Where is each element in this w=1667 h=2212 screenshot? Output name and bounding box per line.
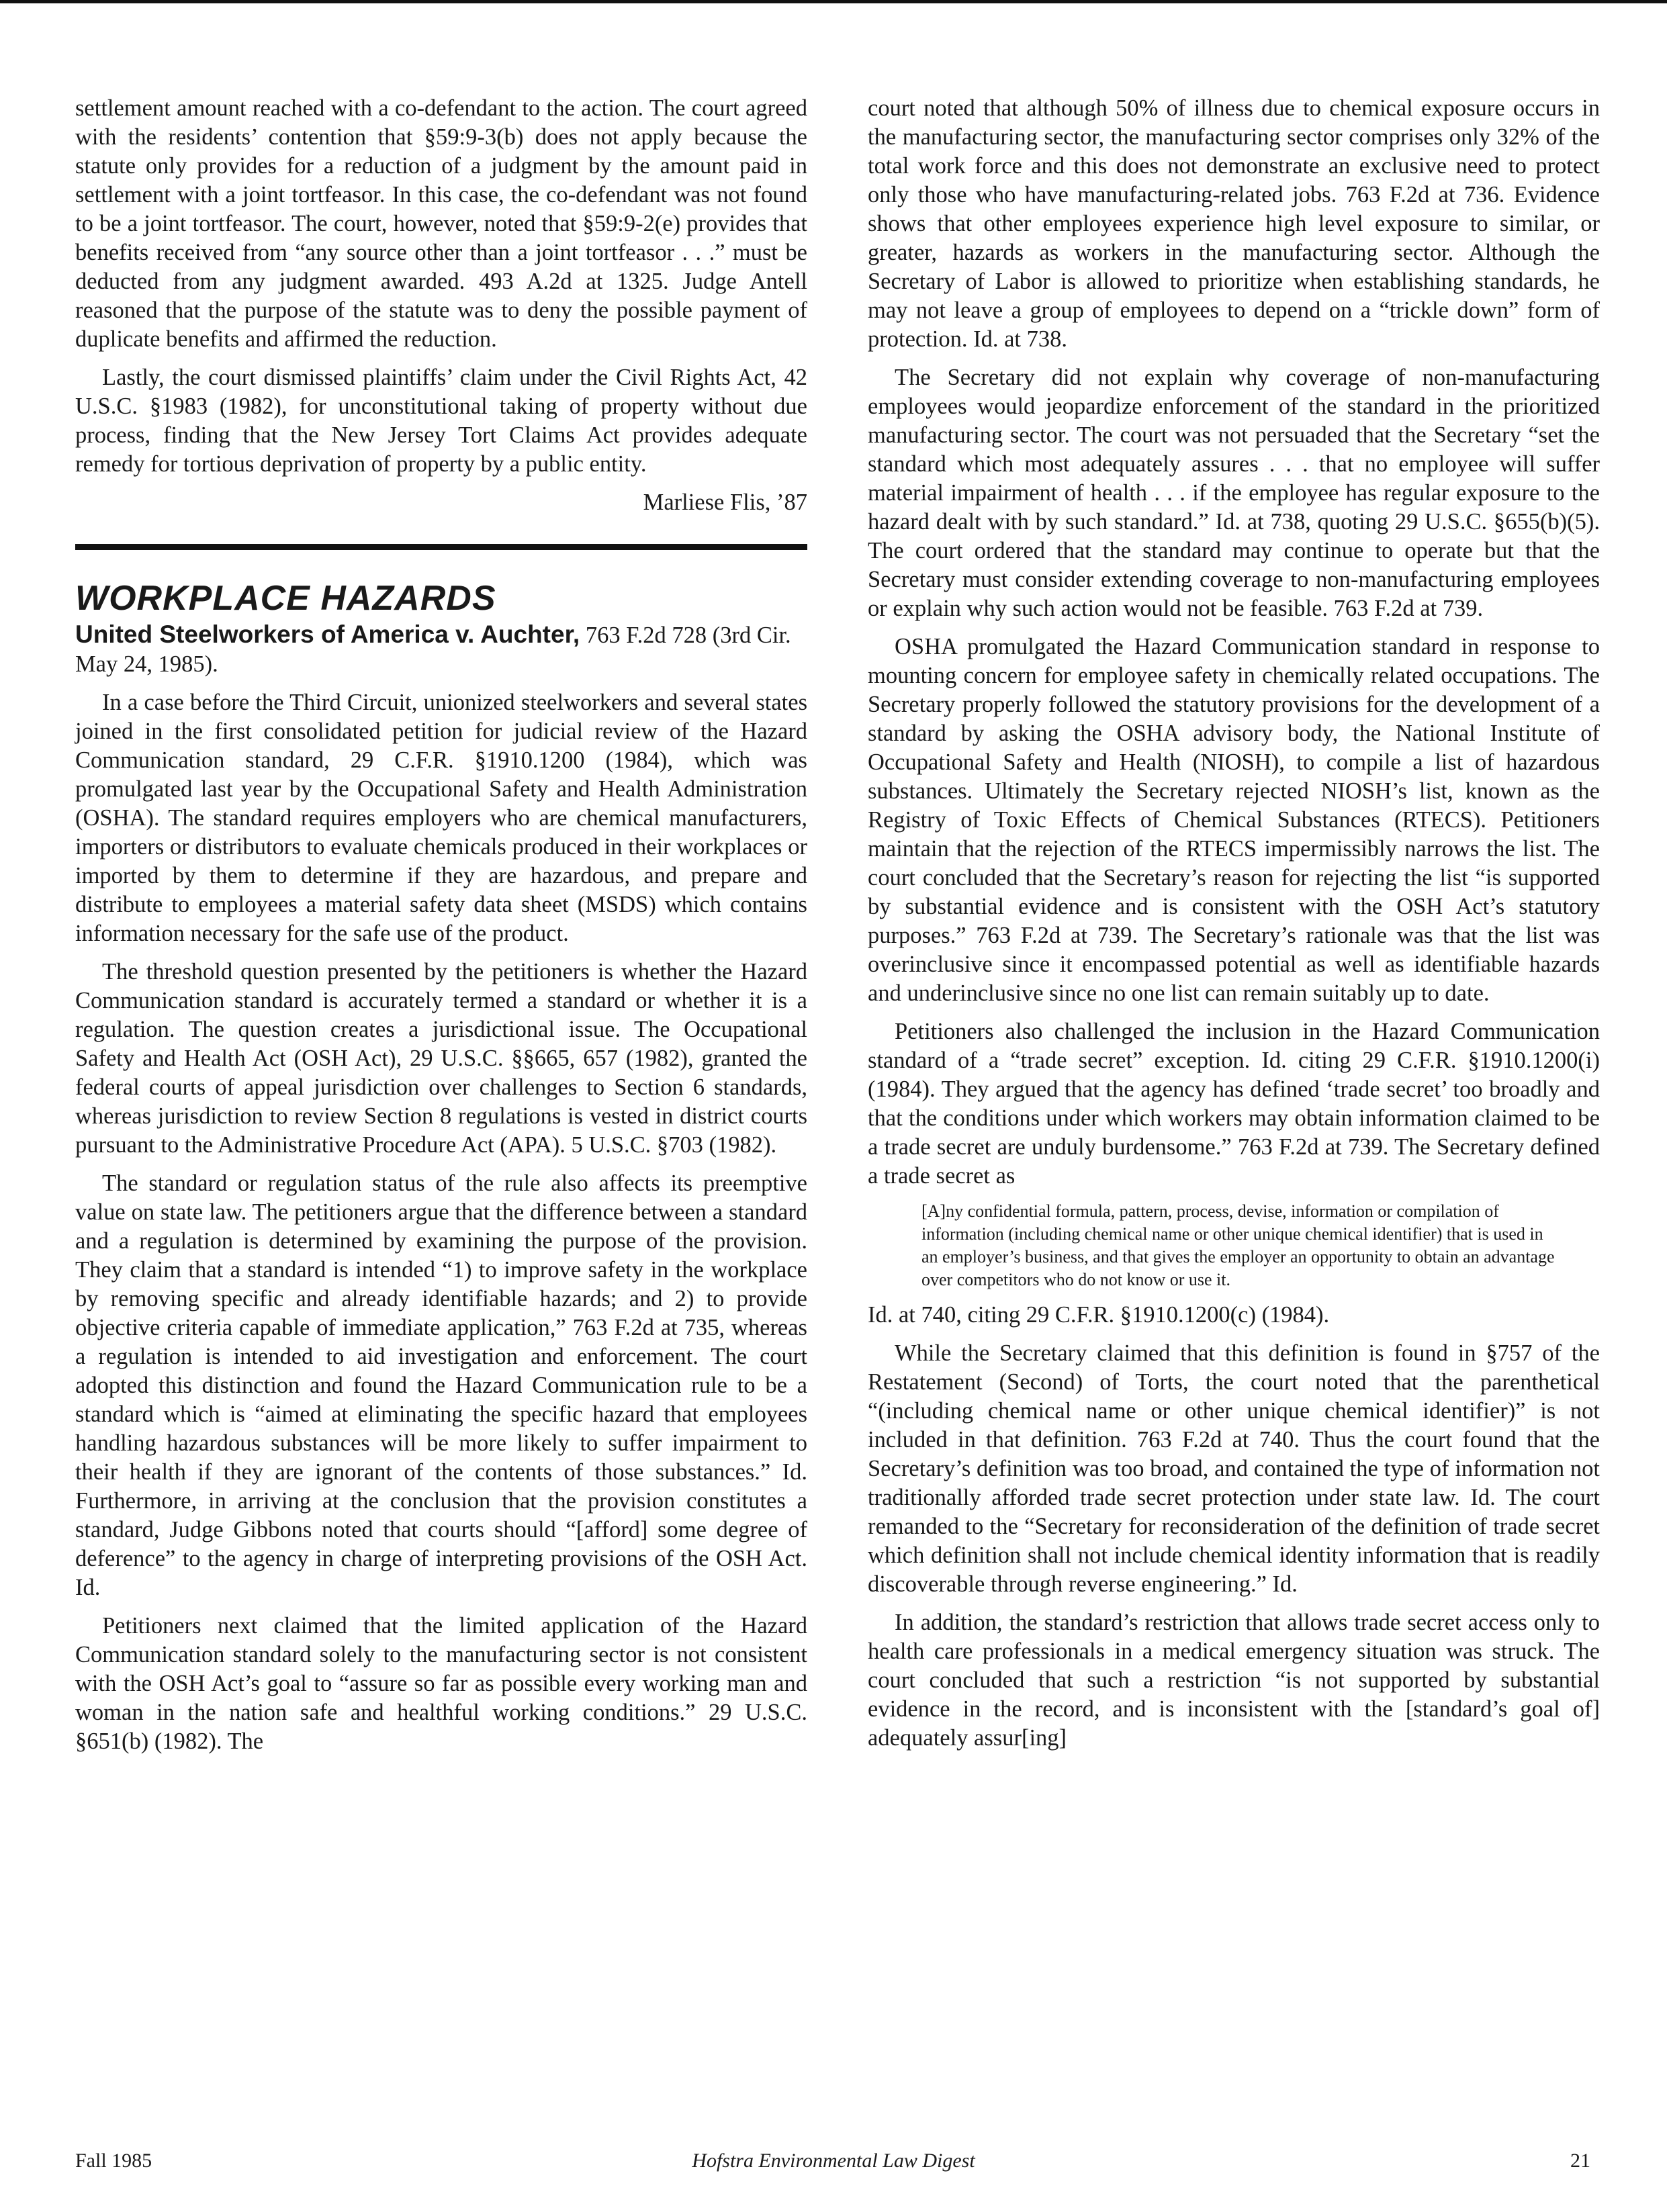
case-citation: 763 F.2d 728 (3rd Cir. May 24, 1985). [75,623,791,677]
right-column [868,94,1600,1762]
footer-issue: Fall 1985 [75,2150,152,2172]
paragraph: The threshold question presented by the petitioners is whether the Hazard Communication standard is accurately termed a standard or whether it is a regulation. The question creates a jurisdictional issue. The Occupational Safety and Health Act (OSH Act), 29 U.S.C. §§665, 657 (1982), granted the federal courts of appeal jurisdiction over challenges to Section 6 standards, whereas jurisdiction to review Section 8 regulations is vested in district courts pursuant to the Administrative Procedure Act (APA). 5 U.S.C. §703 (1982). [75,959,807,1158]
paragraph: The Secretary did not explain why coverage of non-manufacturing employees would jeopardize enforcement of the standard in the prioritized manufacturing sector. The court was not persuaded that the Secretary “set the standard which most adequately assures . . . that no employee will suffer material impairment of health . . . if the employee has regular exposure to the hazard dealt with by such standard.” Id. at 738, quoting 29 U.S.C. §655(b)(5). The court ordered that the standard may continue to operate but that the Secretary must consider extending coverage to non-manufacturing employees or explain why such action would not be feasible. 763 F.2d at 739. [868,365,1600,621]
paragraph: The standard or regulation status of the rule also affects its preemptive value on state law. The petitioners argue that the difference between a standard and a regulation is determined by examining the purpose of the provision. They claim that a standard is intended “1) to improve safety in the workplace by removing specific and already identifiable hazards; and 2) to provide objective criteria capable of immediate application,” 763 F.2d at 735, whereas a regulation is intended to aid investigation and enforcement. The court adopted this distinction and found the Hazard Communication rule to be a standard which is “aimed at eliminating the specific hazard that employees handling hazardous substances will be more likely to suffer impairment to their health if they are ignorant of the contents of those substances.” Id. Furthermore, in arriving at the conclusion that the provision constitutes a standard, Judge Gibbons noted that courts should “[afford] some degree of deference” to the agency in charge of interpreting provisions of the OSH Act. Id. [75,1170,807,1600]
case-name: United Steelworkers of America v. Auchter, [75,620,580,648]
paragraph: While the Secretary claimed that this definition is found in §757 of the Restatement (Second) of Torts, the court noted that the parenthetical “(including chemical name or other unique chemical identifier)” is not included in that definition. 763 F.2d at 740. Thus the court found that the Secretary’s definition was too broad, and contained the type of information not traditionally afforded trade secret protection under state law. Id. The court remanded to the “Secretary for reconsideration of the definition of trade secret which definition shall not include chemical identity information that is readily discoverable through reverse engineering.” Id. [868,1340,1600,1597]
page-number: 21 [1570,2150,1590,2172]
case-heading [75,620,807,679]
paragraph: court noted that although 50% of illness due to chemical exposure occurs in the manufacturing sector, the manufacturing sector comprises only 32% of the total work force and this does not demonstrate an exclusive need to protect only those who have manufacturing-related jobs. 763 F.2d at 736. Evidence shows that other employees experience high level exposure to similar, or greater, hazards as workers in the manufacturing sector. Although the Secretary of Labor is allowed to prioritize when establishing standards, he may not leave a group of employees to depend on a “trickle down” form of protection. Id. at 738. [868,95,1600,352]
author-signature: Marliese Flis, ’87 [643,490,807,515]
block-quote: [A]ny confidential formula, pattern, process, devise, information or compilation of information (including chemical name or other unique chemical identifier) that is used in an employer’s business, and that gives the employer an opportunity to obtain an advantage over competitors who do not know or use it. [921,1201,1555,1289]
paragraph: In addition, the standard’s restriction that allows trade secret access only to health care professionals in a medical emergency situation was struck. The court concluded that such a restriction “is not supported by substantial evidence in the record, and is inconsistent with the [standard’s goal of] adequately assur[ing] [868,1610,1600,1751]
section-title: WORKPLACE HAZARDS [75,579,496,618]
left-column [75,94,807,1765]
paragraph: OSHA promulgated the Hazard Communication standard in response to mounting concern for employee safety in chemically related occupations. The Secretary properly followed the statutory provisions for the development of a standard by asking the OSHA advisory body, the National Institute of Occupational Safety and Health (NIOSH), to compile a list of hazardous substances. Ultimately the Secretary rejected NIOSH’s list, known as the Registry of Toxic Effects of Chemical Substances (RTECS). Petitioners maintain that the rejection of the RTECS impermissibly narrows the list. The court concluded that the Secretary’s reason for rejecting the list “is supported by substantial evidence and is consistent with the OSH Act’s statutory purposes.” 763 F.2d at 739. The Secretary’s rationale was that the list was overinclusive since it encompassed potential as well as identifiable hazards and underinclusive since no one list can remain suitably up to date. [868,634,1600,1006]
quote-citation: Id. at 740, citing 29 C.F.R. §1910.1200(c) (1984). [868,1302,1330,1328]
section-divider [75,544,807,550]
paragraph: Petitioners also challenged the inclusion in the Hazard Communication standard of a “trade secret” exception. Id. citing 29 C.F.R. §1910.1200(i) (1984). They argued that the agency has defined ‘trade secret’ too broadly and that the conditions under which workers may obtain information claimed to be a trade secret are unduly burdensome.” 763 F.2d at 739. The Secretary defined a trade secret as [868,1019,1600,1189]
top-border-rule [0,0,1667,3]
paragraph: Petitioners next claimed that the limited application of the Hazard Communication standard solely to the manufacturing sector is not consistent with the OSH Act’s goal to “assure so far as possible every working man and woman in the nation safe and healthful working conditions.” 29 U.S.C. §651(b) (1982). The [75,1613,807,1754]
footer-journal-title: Hofstra Environmental Law Digest [692,2150,975,2172]
paragraph: settlement amount reached with a co-defendant to the action. The court agreed with the residents’ contention that §59:9-3(b) does not apply because the statute only provides for a reduction of a judgment by the amount paid in settlement with a joint tortfeasor. In this case, the co-defendant was not found to be a joint tortfeasor. The court, however, noted that §59:9-2(e) provides that benefits received from “any source other than a joint tortfeasor . . .” must be deducted from any judgment awarded. 493 A.2d at 1325. Judge Antell reasoned that the purpose of the statute was to deny the possible payment of duplicate benefits and affirmed the reduction. [75,95,807,352]
paragraph: Lastly, the court dismissed plaintiffs’ claim under the Civil Rights Act, 42 U.S.C. §1983 (1982), for unconstitutional taking of property without due process, finding that the New Jersey Tort Claims Act provides adequate remedy for tortious deprivation of property by a public entity. [75,365,807,477]
paragraph: In a case before the Third Circuit, unionized steelworkers and several states joined in the first consolidated petition for judicial review of the Hazard Communication standard, 29 C.F.R. §1910.1200 (1984), which was promulgated last year by the Occupational Safety and Health Administration (OSHA). The standard requires employers who are chemical manufacturers, importers or distributors to evaluate chemicals produced in their workplaces or imported by them to determine if they are hazardous, and prepare and distribute to employees a material safety data sheet (MSDS) which contains information necessary for the safe use of the product. [75,690,807,946]
